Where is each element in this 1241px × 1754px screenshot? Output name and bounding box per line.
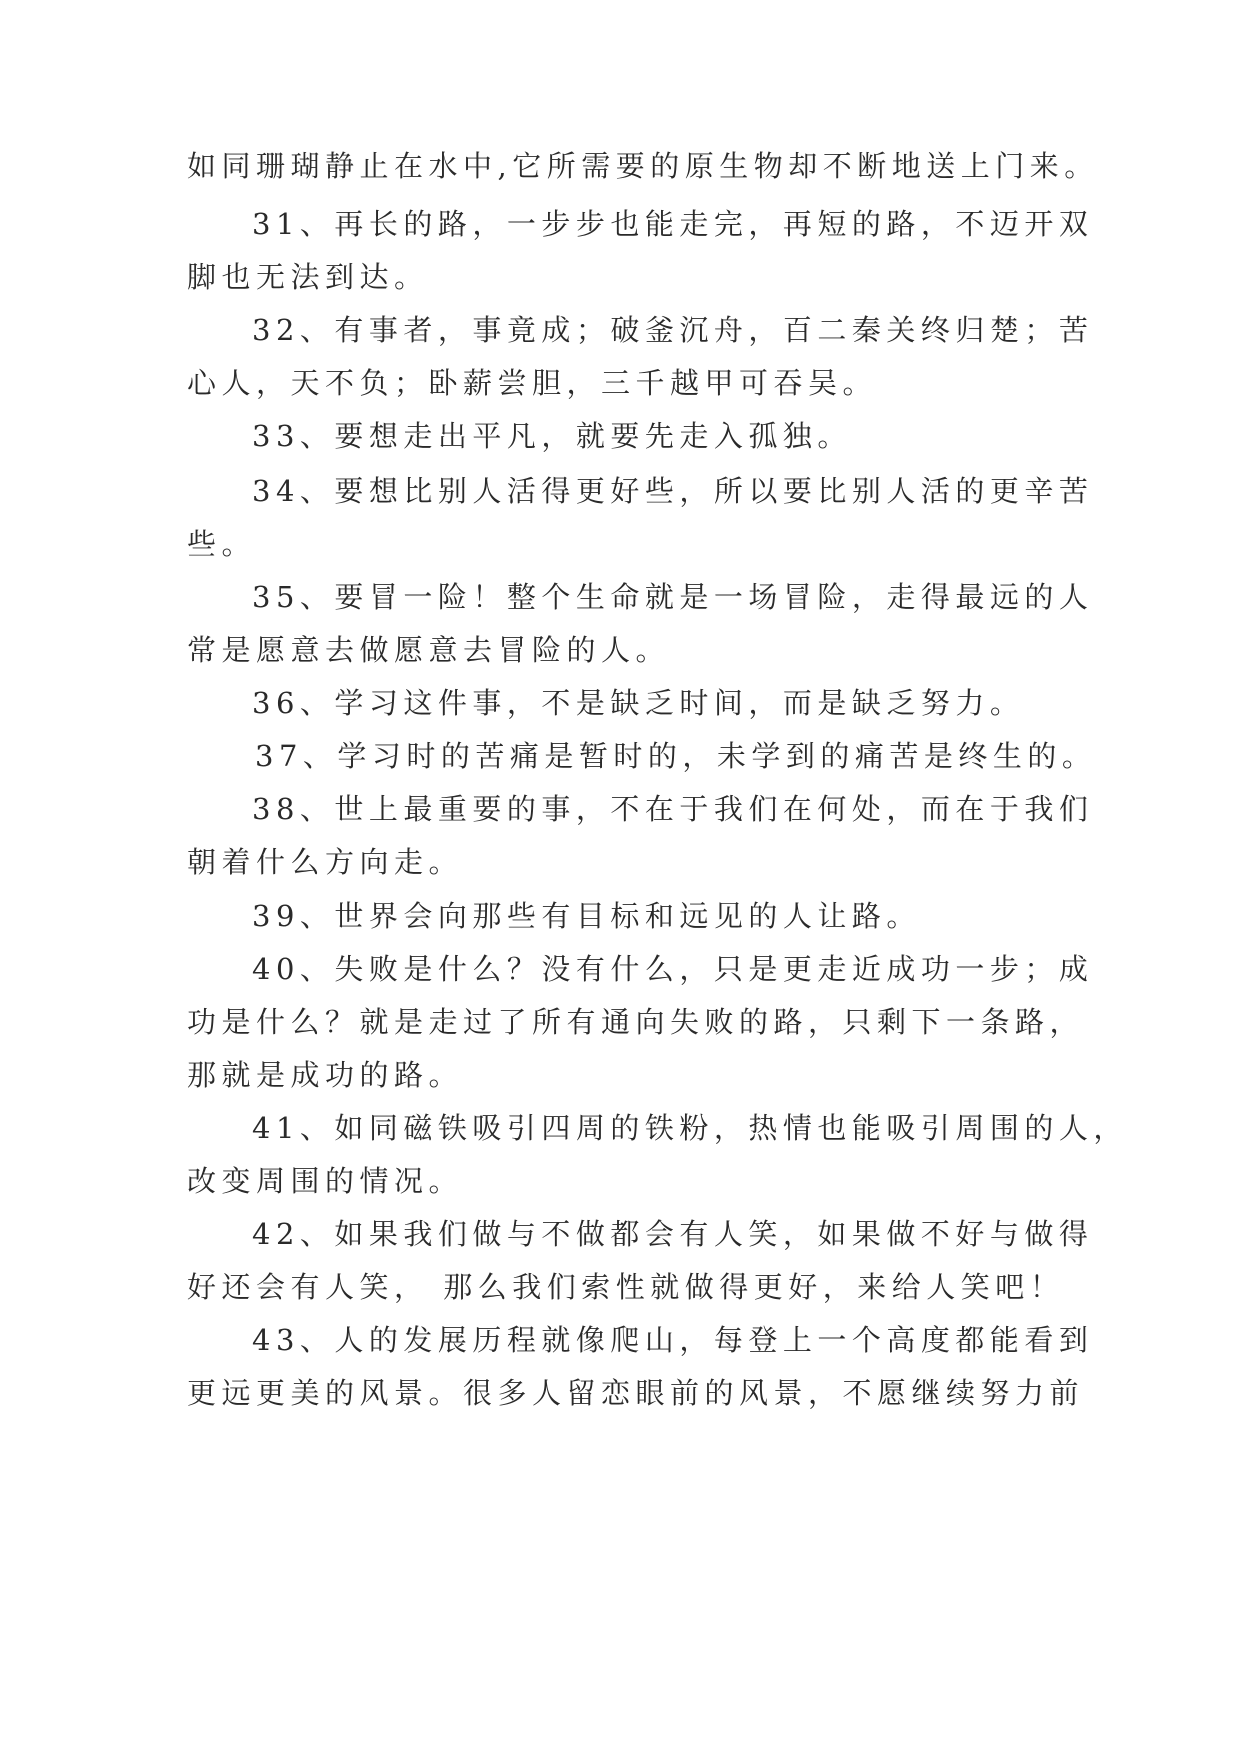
quote-31: 31、再长的路，一步步也能走完，再短的路，不迈开双 xyxy=(252,207,1094,241)
quote-36: 36、学习这件事，不是缺乏时间，而是缺乏努力。 xyxy=(252,686,1025,720)
quote-34: 34、要想比别人活得更好些，所以要比别人活的更辛苦 xyxy=(252,474,1094,508)
text-line: 改变周围的情况。 xyxy=(187,1164,464,1198)
quote-43: 43、人的发展历程就像爬山，每登上一个高度都能看到 xyxy=(252,1323,1094,1357)
quote-41: 41、如同磁铁吸引四周的铁粉，热情也能吸引周围的人， xyxy=(252,1111,1128,1145)
text-line: 更远更美的风景。很多人留恋眼前的风景，不愿继续努力前 xyxy=(187,1376,1085,1410)
quote-33: 33、要想走出平凡，就要先走入孤独。 xyxy=(252,419,852,453)
text-line: 功是什么？就是走过了所有通向失败的路，只剩下一条路， xyxy=(187,1005,1085,1039)
text-line: 那就是成功的路。 xyxy=(187,1058,464,1092)
text-line: 心人，天不负；卧薪尝胆，三千越甲可吞吴。 xyxy=(187,366,878,400)
quote-42: 42、如果我们做与不做都会有人笑，如果做不好与做得 xyxy=(252,1217,1094,1251)
text-line: 好还会有人笑， 那么我们索性就做得更好，来给人笑吧！ xyxy=(187,1270,1065,1304)
quote-40: 40、失败是什么？没有什么，只是更走近成功一步；成 xyxy=(252,952,1094,986)
text-line: 常是愿意去做愿意去冒险的人。 xyxy=(187,633,671,667)
quote-39: 39、世界会向那些有目标和远见的人让路。 xyxy=(252,899,921,933)
quote-32: 32、有事者，事竟成；破釜沉舟，百二秦关终归楚；苦 xyxy=(252,313,1094,347)
text-line: 如同珊瑚静止在水中,它所需要的原生物却不断地送上门来。 xyxy=(187,149,1099,183)
text-line: 些。 xyxy=(187,527,257,561)
text-line: 脚也无法到达。 xyxy=(187,260,429,294)
quote-37: 37、学习时的苦痛是暂时的，未学到的痛苦是终生的。 xyxy=(255,739,1097,773)
quote-38: 38、世上最重要的事，不在于我们在何处，而在于我们 xyxy=(252,792,1094,826)
text-line: 朝着什么方向走。 xyxy=(187,845,464,879)
quote-35: 35、要冒一险！整个生命就是一场冒险，走得最远的人 xyxy=(252,580,1094,614)
